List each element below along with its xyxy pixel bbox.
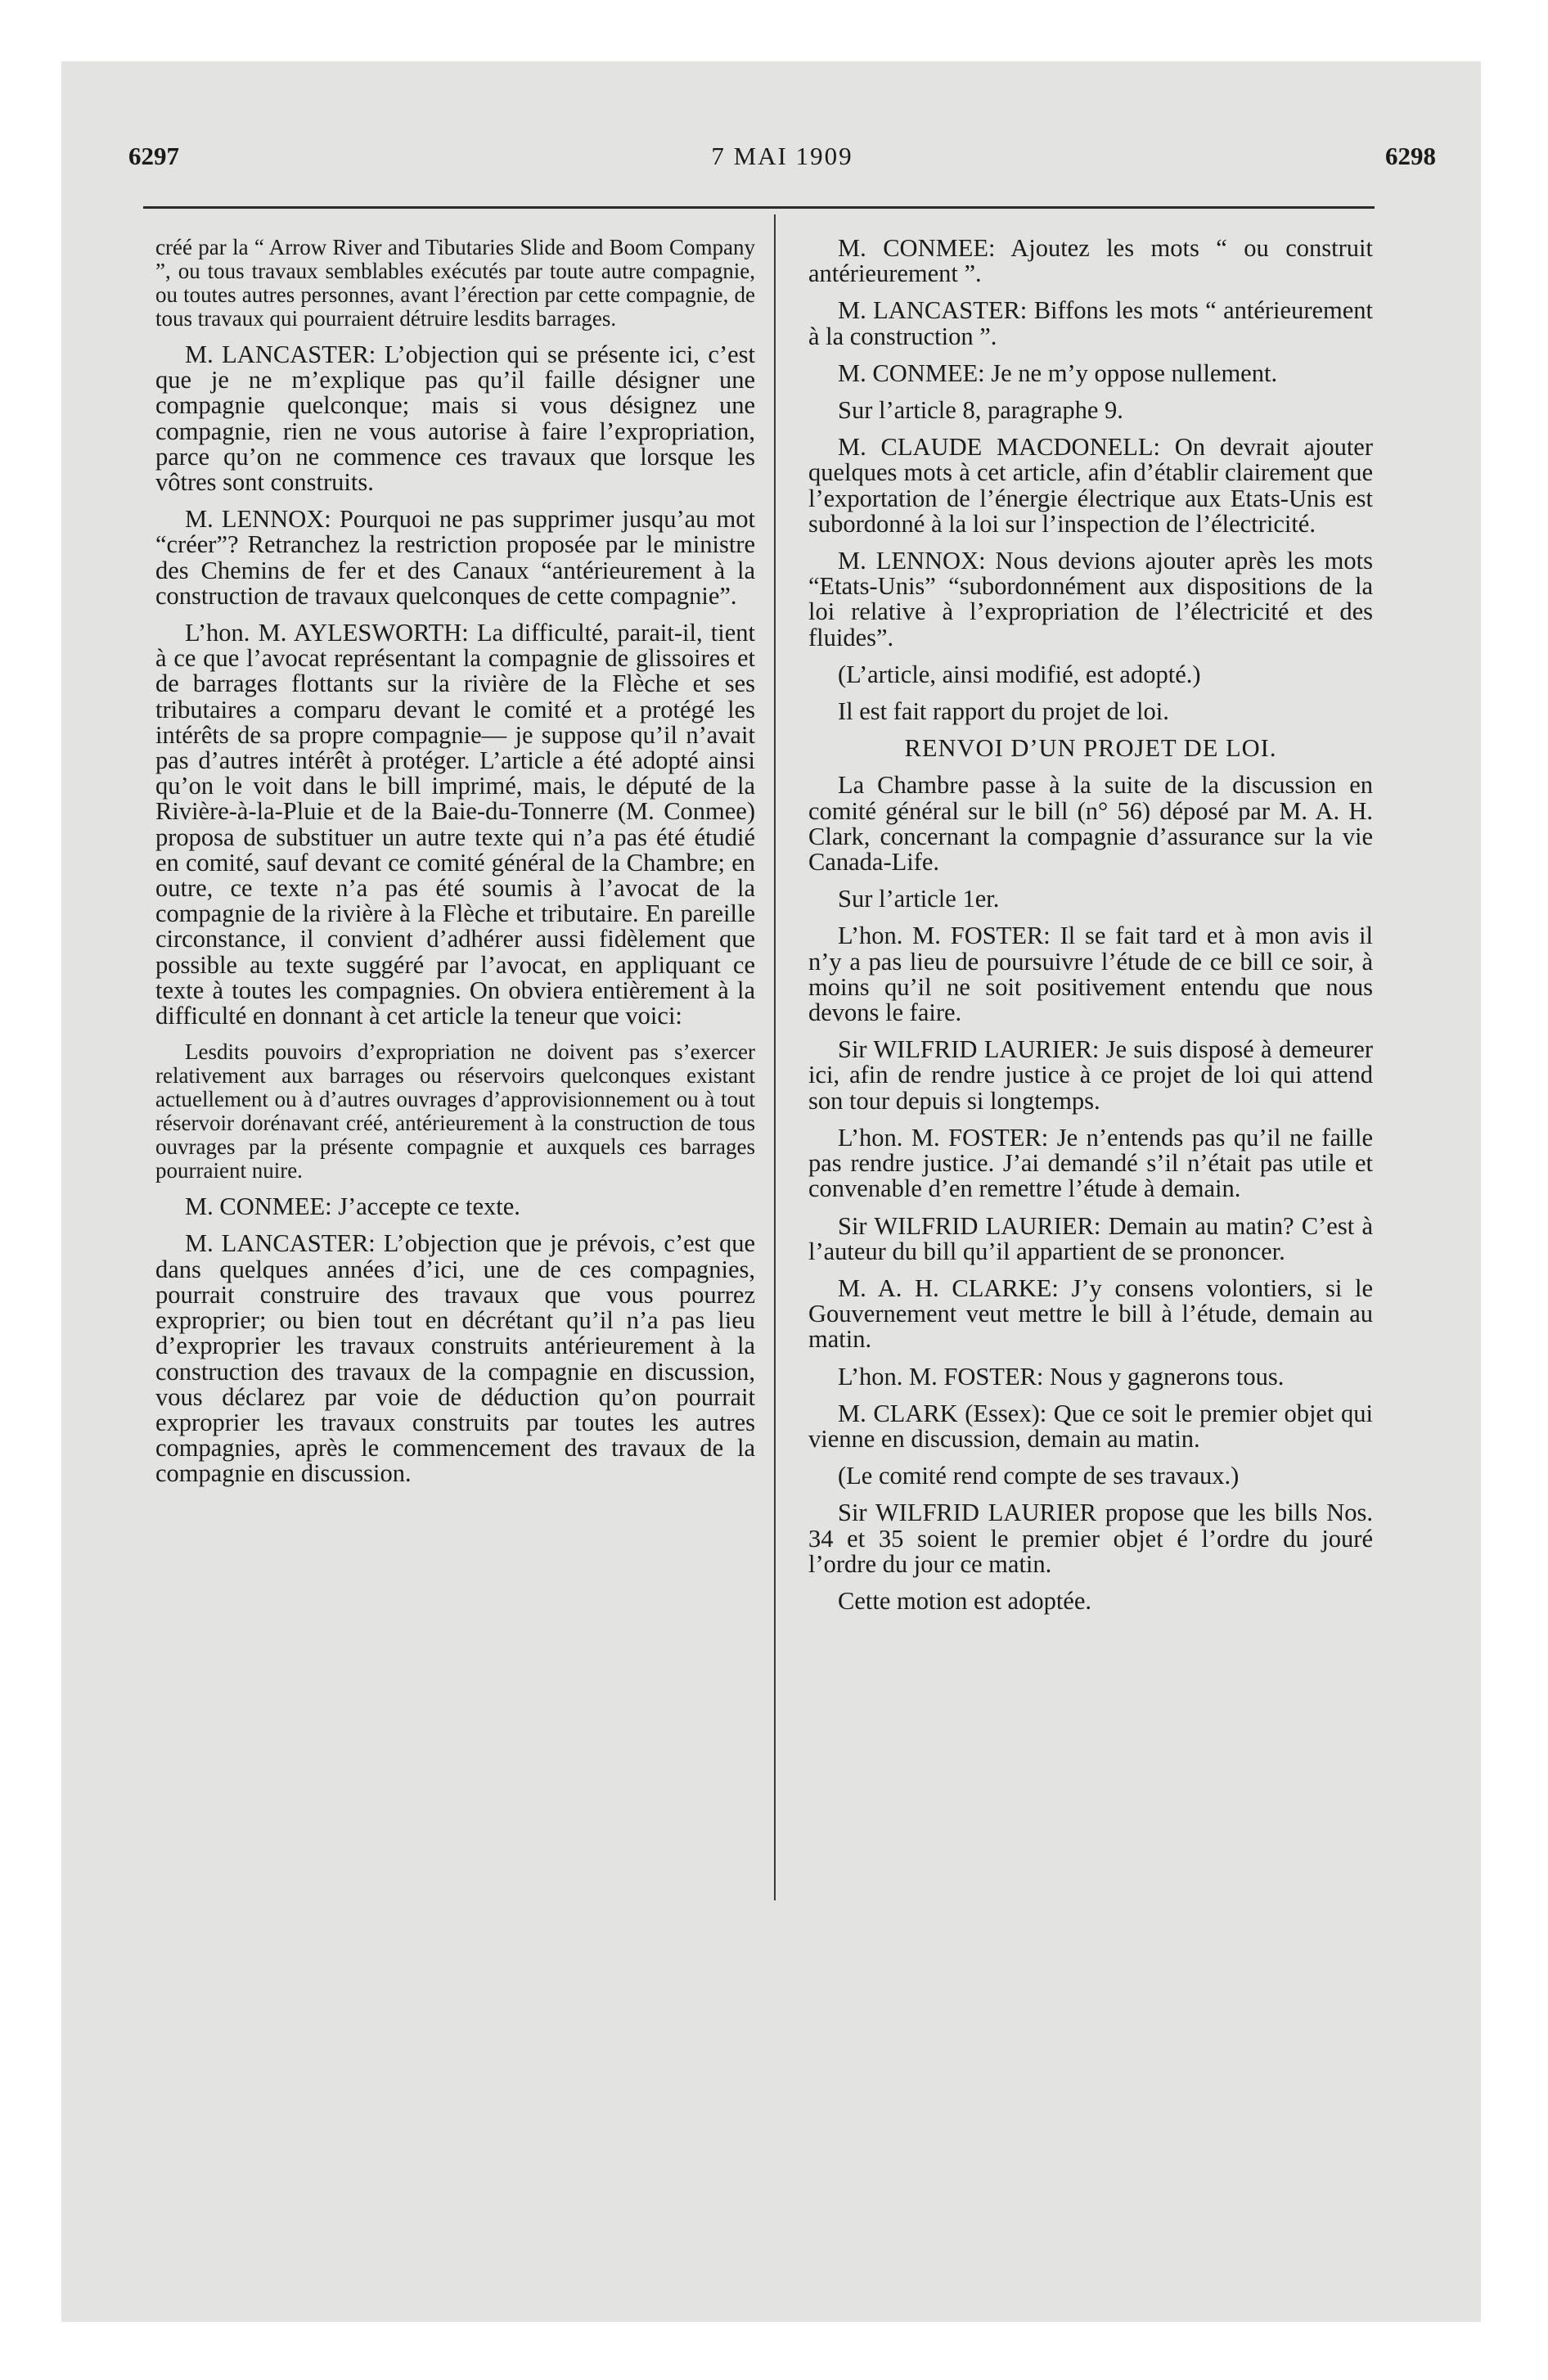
page-date: 7 MAI 1909 bbox=[711, 142, 853, 170]
paragraph: M. CONMEE: J’accepte ce texte. bbox=[185, 1192, 520, 1221]
paragraph: L’hon. M. FOSTER: Nous y gagnerons tous. bbox=[838, 1362, 1285, 1391]
page-header bbox=[128, 142, 1436, 181]
paragraph: M. CONMEE: Ajoutez les mots “ ou construit antérieurement ”. bbox=[808, 234, 1373, 288]
paragraph: L’hon. M. FOSTER: Je n’entends pas qu’il ne faille pas rendre justice. J’ai demandé s’il n’était pas utile et convenable d’en remettre l’étude à demain. bbox=[808, 1123, 1373, 1203]
paragraph: M. LANCASTER: L’objection que je prévois, c’est que dans quelques années d’ici, une de ces compagnies, pourrait construire des travaux que vous pourrez exproprier; ou bien tout en décrétant qu’il n’a pas lieu d’exproprier les travaux construits antérieurement à la construction des travaux de la compagnie en discussion, vous déclarez par voie de déduction qu’on pourrait exproprier les travaux construits par toutes les autres compagnies, après le commencement des travaux de la compagnie en discussion. bbox=[155, 1229, 755, 1488]
paragraph: Sir WILFRID LAURIER: Je suis disposé à demeurer ici, afin de rendre justice à ce projet de loi qui attend son tour depuis si longtemps. bbox=[808, 1035, 1373, 1115]
paragraph: créé par la “ Arrow River and Tibutaries Slide and Boom Company ”, ou tous travaux semblables exécutés par toute autre compagnie, ou toutes autres personnes, avant l’érection par cette compagnie, de tous travaux qui pourraient détruire lesdits barrages. bbox=[155, 235, 755, 331]
paragraph: M. CONMEE: Je ne m’y oppose nullement. bbox=[838, 358, 1278, 387]
paragraph: M. A. H. CLARKE: J’y consens volontiers, si le Gouvernement veut mettre le bill à l’étude, demain au matin. bbox=[808, 1273, 1373, 1354]
paragraph: M. LENNOX: Nous devions ajouter après les mots “Etats-Unis” “subordonnément aux dispositions de la loi relative à l’expropriation de l’électricité et des fluides”. bbox=[808, 547, 1373, 651]
paragraph: Sur l’article 8, paragraphe 9. bbox=[838, 396, 1123, 425]
column-divider bbox=[774, 214, 776, 1900]
paragraph: M. CLAUDE MACDONELL: On devrait ajouter quelques mots à cet article, afin d’établir clairement que l’exportation de l’énergie électrique aux Etats-Unis est subordonné à la loi sur l’inspection de l’électricité. bbox=[808, 433, 1373, 538]
header-rule bbox=[143, 206, 1375, 209]
paragraph: L’hon. M. FOSTER: Il se fait tard et à mon avis il n’y a pas lieu de poursuivre l’étude de ce bill ce soir, à moins qu’il ne soit positivement entendu que nous devons le faire. bbox=[808, 922, 1373, 1027]
paragraph: M. LANCASTER: L’objection qui se présente ici, c’est que je ne m’explique pas qu’il faille désigner une compagnie quelconque; mais si vous désignez une compagnie, rien ne vous autorise à faire l’expropriation, parce qu’on ne commence ces travaux que lorsque les vôtres sont construits. bbox=[155, 340, 755, 497]
paragraph: M. LANCASTER: Biffons les mots “ antérieurement à la construction ”. bbox=[808, 296, 1373, 350]
paragraph: M. LENNOX: Pourquoi ne pas supprimer jusqu’au mot “créer”? Retranchez la restriction proposée par le ministre des Chemins de fer et des Canaux “antérieurement à la construction de travaux quelconques de cette compagnie”. bbox=[155, 505, 755, 610]
right-column bbox=[808, 236, 1373, 1625]
page-number-right: 6298 bbox=[1385, 142, 1436, 170]
paragraph: Il est fait rapport du projet de loi. bbox=[838, 697, 1169, 726]
paragraph: Cette motion est adoptée. bbox=[838, 1586, 1092, 1615]
paragraph: (L’article, ainsi modifié, est adopté.) bbox=[838, 660, 1201, 688]
page-number-left: 6297 bbox=[128, 142, 179, 170]
left-column bbox=[155, 236, 755, 1499]
section-heading: RENVOI D’UN PROJET DE LOI. bbox=[904, 734, 1277, 763]
paragraph: M. CLARK (Essex): Que ce soit le premier objet qui vienne en discussion, demain au matin. bbox=[808, 1399, 1373, 1453]
paragraph: La Chambre passe à la suite de la discussion en comité général sur le bill (n° 56) déposé par M. A. H. Clark, concernant la compagnie d’assurance sur la vie Canada-Life. bbox=[808, 771, 1373, 877]
paragraph: Lesdits pouvoirs d’expropriation ne doivent pas s’exercer relativement aux barrages ou réservoirs quelconques existant actuellement ou à d’autres ouvrages d’approvisionnement ou à tout réservoir dorénavant créé, antérieurement à la construction de tous ouvrages par la présente compagnie et auxquels ces barrages pourraient nuire. bbox=[155, 1039, 755, 1183]
paragraph: Sir WILFRID LAURIER propose que les bills Nos. 34 et 35 soient le premier objet é l’ordre du jouré l’ordre du jour ce matin. bbox=[808, 1499, 1373, 1578]
paragraph: (Le comité rend compte de ses travaux.) bbox=[838, 1462, 1240, 1490]
paragraph: L’hon. M. AYLESWORTH: La difficulté, parait-il, tient à ce que l’avocat représentant la compagnie de glissoires et de barrages flottants sur la rivière de la Flèche et ses tributaires a comparu devant le comité et a protégé les intérêts de sa propre compagnie— je suppose qu’il n’avait pas d’autres intérêt à protéger. L’article a été adopté ainsi qu’on le voit dans le bill imprimé, mais, le député de la Rivière-à-la-Pluie et de la Baie-du-Tonnerre (M. Conmee) proposa de substituer un autre texte qui n’a pas été étudié en comité, sauf devant ce comité général de la Chambre; en outre, ce texte n’a pas été soumis à l’avocat de la compagnie de la rivière à la Flèche et tributaire. En pareille circonstance, il convient d’adhérer aussi fidèlement que possible au texte suggéré par l’avocat, en appliquant ce texte à toutes les compagnies. On obviera entièrement à la difficulté en donnant à cet article la teneur que voici: bbox=[155, 619, 755, 1030]
paragraph: Sir WILFRID LAURIER: Demain au matin? C’est à l’auteur du bill qu’il appartient de se prononcer. bbox=[808, 1211, 1373, 1265]
paragraph: Sur l’article 1er. bbox=[838, 885, 1000, 913]
